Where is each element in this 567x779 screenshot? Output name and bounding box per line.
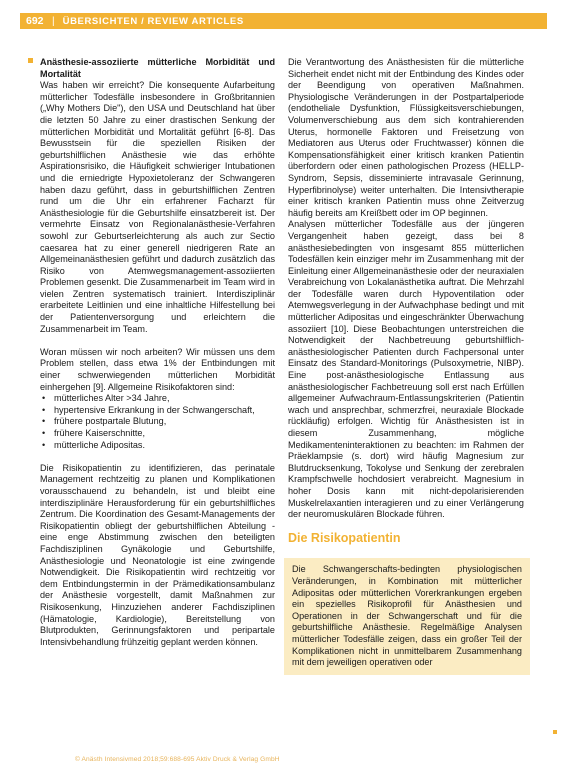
left-paragraph-2: Woran müssen wir noch arbeiten? Wir müssen uns dem Problem stellen, dass etwa 1% der Entbindungen mit einer schwerwiegenden mütterlichen Morbidität einhergehen [9]. Allgemeine Risikofaktoren sind:: [40, 346, 275, 392]
left-paragraph-1: Was haben wir erreicht? Die konsequente Aufarbeitung mütterlicher Todesfälle insbesondere in Großbritannien („Why Mothers Die"), den USA und Deutschland hat über die letzten 50 Jahre zu einer drastischen Senkung der mütterlichen Morbidität und Mortalität geführt [6-8]. Das Bewusstsein für die speziellen Risiken der geburtshilflichen Anästhesie wie das erhöhte Aspirationsrisiko, die Häufigkeit schwieriger Intubationen und die erniedrigte Hypoxietoleranz der Schwangeren haben dazu geführt, dass in geburtshilflichen Zentren rund um die Uhr ein erfahrener Facharzt für Anästhesiologie für die Geburtshilfe einsatzbereit ist. Der vermehrte Einsatz von Regionalanästhesie-Verfahren sowohl zur Geburtserleichterung als auch zur Sectio caesarea hat zu einer generell niedrigeren Rate an Allgemeinanästhesien geführt und dadurch zusätzlich das Risiko von Atemwegsmanagement-assoziierten Problemen gesenkt. Die Zusammenarbeit im Team wird in vielen Zentren systematisch trainiert. Interdisziplinär erarbeitete Leitlinien und eine inhaltliche Hilfestellung bei der Patientenversorgung und erleichtern die Zusammenarbeit im Team.: [40, 80, 275, 334]
left-paragraph-3: Die Risikopatientin zu identifizieren, das perinatale Management rechtzeitig zu planen und Komplikationen vorausschauend zu behandeln, ist und bleibt eine interdisziplinäre Herausforderung für ein geburtshilfliches Zentrum. Die Koordination des Gesamt-Managements der Risikopatientin obliegt der geburtshilflichen Abteilung - eine enge Abstimmung zwischen den beteiligten Fachdisziplinen Gynäkologie und Geburtshilfe, Anästhesiologie und Neonatologie ist eine zwingende Notwendigkeit. Die Risikopatientin wird rechtzeitig vor dem Entbindungstermin in der Prämedikationsambulanz der Anästhesie vorgestellt, damit Maßnahmen zur Risikosenkung, Hinzuziehen anderer Fachdisziplinen (Hämatologie, Kardiologie), Bereitstellung von Blutprodukten, Gerinnungsfaktoren und peripartale Intensivbehandlung frühzeitig geplant werden können.: [40, 462, 275, 647]
right-paragraph-2: Analysen mütterlicher Todesfälle aus der jüngeren Vergangenheit haben gezeigt, dass bei 8 anästhesiebedingten von insgesamt 855 mütterlichen Todesfällen kein einziger mehr im Zusammenhang mit der Einleitung einer Allgemeinanästhesie oder der neuraxialen Verabreichung von Lokalanästhetika auftrat. Die Mehrzahl der Todesfälle waren durch Hypoventilation oder Atemwegsverlegung in der Aufwachphase bedingt und mit mütterlicher Adipositas und eingeschränkter Überwachung assoziiert [10]. Diese Beobachtungen unterstreichen die Notwendigkeit der Nachbetreuung geburtshilflich-anästhesiologischer Patienten durch Fachpersonal unter Einsatz des Standard-Monitorings (Pulsoxymetrie, NIBP). Eine post-anästhesiologische Entlassung aus anästhesiologischer Fachbetreuung soll erst nach Erfüllen allgemeiner Aufwachraum-Entlassungskriterien (Patientin wach und ansprechbar, schmerzfrei, neuraxiale Blockade rückläufig) erfolgen. Wichtig für Anästhesisten ist in diesem Zusammenhang, mögliche Medikamenteninteraktionen zu beachten: im Rahmen der Präeklampsie (s. dort) wird häufig Magnesium zur Blutdrucksenkung, Tokolyse und Senkung der zerebralen Krampfschwelle hochdosiert verabreicht. Magnesium in hoher Dosis kann mit nicht-depolarisierenden Muskelrelaxantien interagieren und zu einer Verlängerung der neuromuskulären Blockade führen.: [288, 219, 524, 520]
section-title: ÜBERSICHTEN / REVIEW ARTICLES: [62, 15, 244, 27]
page-edge-marker: [553, 730, 557, 734]
list-item: • hypertensive Erkrankung in der Schwangerschaft,: [54, 405, 275, 417]
list-item: • frühere postpartale Blutung,: [54, 416, 275, 428]
heading-marker: [28, 58, 33, 63]
article-heading: Anästhesie-assoziierte mütterliche Morbidität und Mortalität: [40, 57, 275, 79]
header-separator: |: [52, 15, 55, 27]
subsection-heading: Die Risikopatientin: [288, 530, 401, 545]
risk-factor-list: [40, 393, 275, 451]
list-item: • mütterliche Adipositas.: [54, 440, 275, 452]
footer-citation: © Anästh Intensivmed 2018;59:688-695 Aktiv Druck & Verlag GmbH: [75, 756, 280, 763]
header-bar: [20, 13, 547, 29]
right-column: [288, 57, 524, 675]
list-item: • mütterliches Alter >34 Jahre,: [54, 393, 275, 405]
left-column: [40, 57, 275, 648]
page-number: 692: [26, 15, 44, 27]
list-item: • frühere Kaiserschnitte,: [54, 428, 275, 440]
highlight-box: Die Schwangerschafts-bedingten physiologischen Veränderungen, in Kombination mit mütterlicher Adipositas oder mütterlichen Vorerkrankungen ergeben ein spezielles Risikoprofil für Anästhesien und Operationen in der Schwangerschaft und für die geburtshilfliche Anästhesie. Regelmäßige Analysen mütterlicher Todesfälle zeigen, dass ein großer Teil der Komplikationen nicht in unmittelbarem Zusammenhang mit dem jeweiligen operativen oder: [284, 558, 530, 674]
right-paragraph-1: Die Verantwortung des Anästhesisten für die mütterliche Sicherheit endet nicht mit der Entbindung des Kindes oder der Beendigung von operativen Maßnahmen. Physiologische Veränderungen in der Postpartalperiode (endotheliale Dysfunktion, Flüssigkeitsverschiebungen, Volumenverschiebung aus dem sich kontrahierenden Uterus, hormonelle Faktoren und Freisetzung von Mediatoren aus Uterus oder Fruchtwasser) können die Kompensationsfähigkeit einer kritisch kranken Patientin überfordern oder einen pathologischen Prozess (HELLP-Syndrom, Sepsis, disseminierte intravasale Gerinnung, Hyperfibrinolyse) weiter unterhalten. Die Intensivtherapie einer kritisch kranken Patientin muss ohne Zeitverzug häufig bereits am Kreißbett oder im OP beginnen.: [288, 57, 524, 218]
